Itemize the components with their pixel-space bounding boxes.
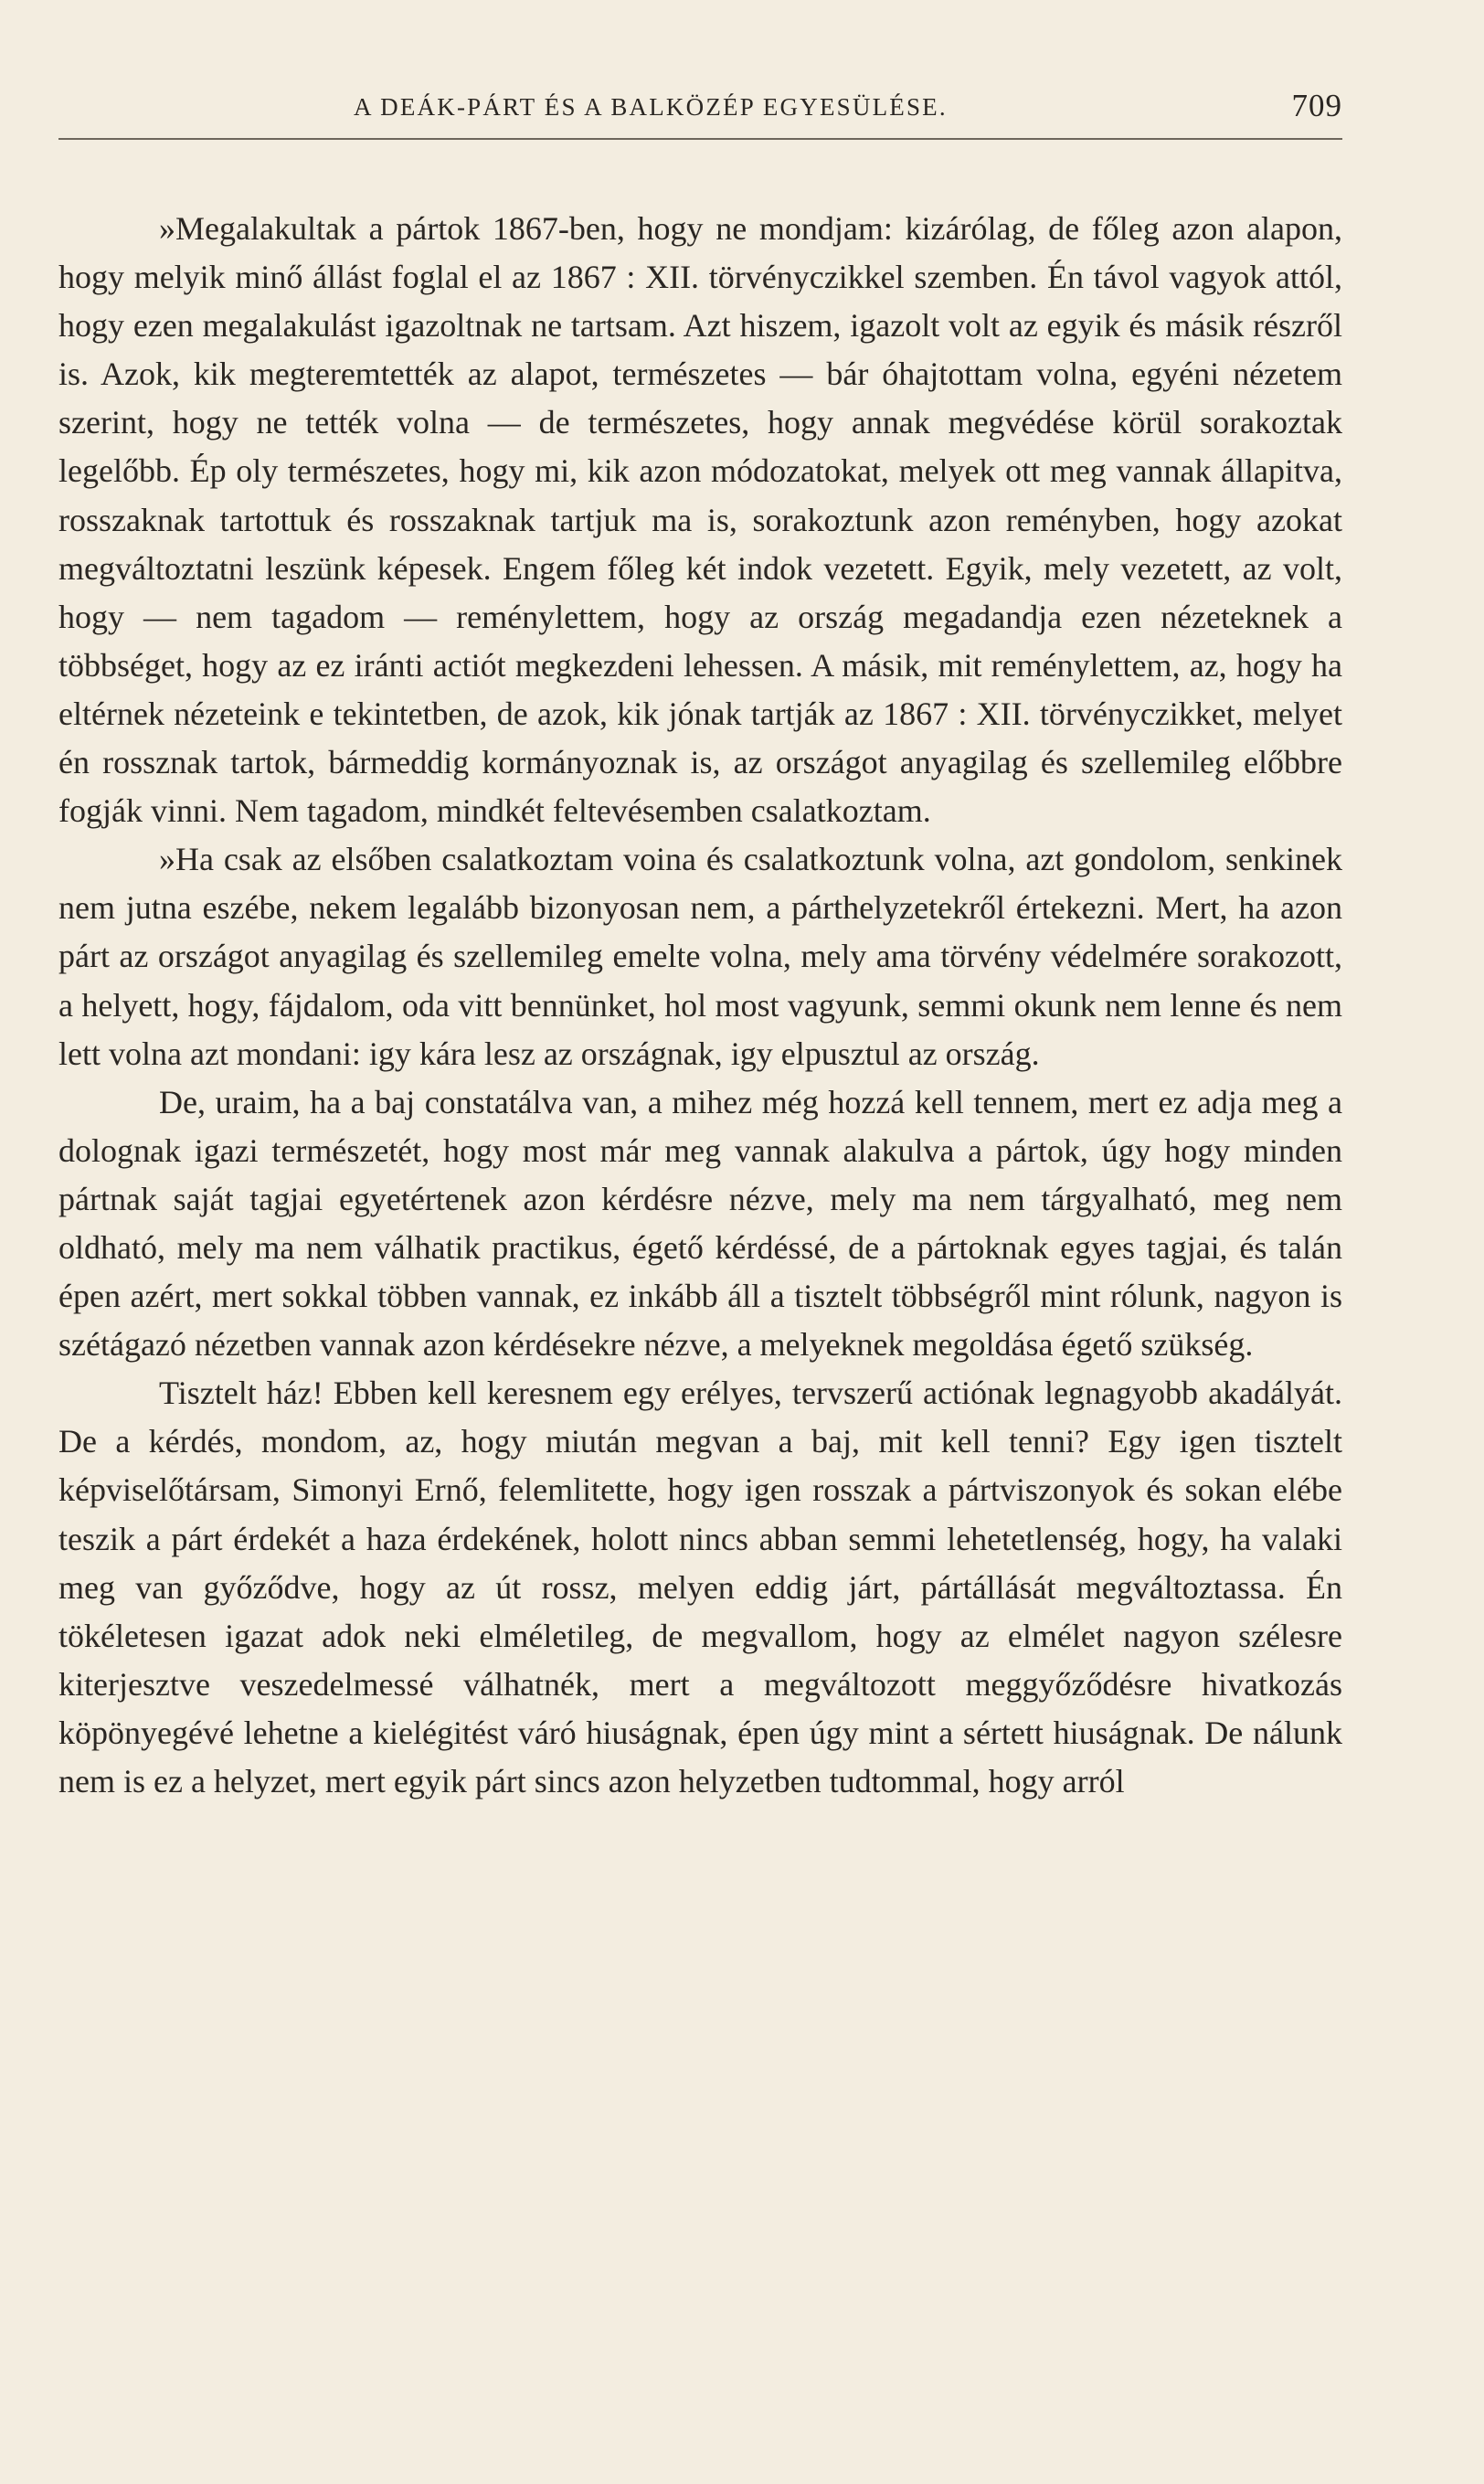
paragraph-4: Tisztelt ház! Ebben kell keresnem egy erélyes, tervszerű actiónak legnagyobb akadályát. De a kérdés, mondom, az, hogy miután megvan a baj, mit kell tenni? Egy igen tisztelt képviselőtársam, Simonyi Ernő, felemlitette, hogy igen rosszak a pártviszonyok és sokan elébe teszik a párt érdekét a haza érdekének, holott nincs abban semmi lehetetlenség, hogy, ha valaki meg van győződve, hogy az út rossz, melyen eddig járt, pártállását megváltoztassa. Én tökéletesen igazat adok neki elméletileg, de megvallom, hogy az elmélet nagyon szélesre kiterjesztve veszedelmessé válhatnék, mert a megváltozott meggyőződésre hivatkozás köpönyegévé lehetne a kielégitést váró hiuságnak, épen úgy mint a sértett hiuságnak. De nálunk nem is ez a helyzet, mert egyik párt sincs azon helyzetben tudtommal, hogy arról	[58, 1375, 1342, 1799]
paragraph-3: De, uraim, ha a baj constatálva van, a mihez még hozzá kell tennem, mert ez adja meg a dolognak igazi természetét, hogy most már meg vannak alakulva a pártok, úgy hogy minden pártnak saját tagjai egyetértenek azon kérdésre nézve, mely ma nem tárgyalható, meg nem oldható, mely ma nem válhatik practikus, égető kérdéssé, de a pártoknak egyes tagjai, és talán épen azért, mert sokkal többen vannak, ez inkább áll a tisztelt többségről mint rólunk, nagyon is szétágazó nézetben vannak azon kérdésekre nézve, a melyeknek megoldása égető szükség.	[58, 1083, 1342, 1364]
running-head	[58, 88, 1342, 132]
paragraph-2: »Ha csak az elsőben csalatkoztam voina és csalatkoztunk volna, azt gondolom, senkinek nem jutna eszébe, nekem legalább bizonyosan nem, a párthelyzetekről értekezni. Mert, ha azon párt az országot anyagilag és szellemileg emelte volna, mely ama törvény védelmére sorakozott, a helyett, hogy, fájdalom, oda vitt bennünket, hol most vagyunk, semmi okunk nem lenne és nem lett volna azt mondani: igy kára lesz az országnak, igy elpusztul az ország.	[58, 841, 1342, 1072]
page-number: 709	[1291, 88, 1342, 123]
body-text	[58, 205, 1342, 1806]
paragraph-1: »Megalakultak a pártok 1867-ben, hogy ne mondjam: kizárólag, de főleg azon alapon, hogy melyik minő állást foglal el az 1867 : XII. törvényczikkel szemben. Én távol vagyok attól, hogy ezen megalakulást igazoltnak ne tartsam. Azt hiszem, igazolt volt az egyik és másik részről is. Azok, kik megteremtették az alapot, természetes — bár óhajtottam volna, egyéni nézetem szerint, hogy ne tették volna — de természetes, hogy annak megvédése körül sorakoztak legelőbb. Ép oly természetes, hogy mi, kik azon módozatokat, melyek ott meg vannak állapitva, rosszaknak tartottuk és rosszaknak tartjuk ma is, sorakoztunk azon reményben, hogy azokat megváltoztatni leszünk képesek. Engem főleg két indok vezetett. Egyik, mely vezetett, az volt, hogy — nem tagadom — reménylettem, hogy az ország megadandja ezen nézeteknek a többséget, hogy az ez iránti actiót megkezdeni lehessen. A másik, mit reménylettem, az, hogy ha eltérnek nézeteink e tekintetben, de azok, kik jónak tartják az 1867 : XII. törvényczikket, melyet én rossznak tartok, bármeddig kormányoznak is, az országot anyagilag és szellemileg előbbre fogják vinni. Nem tagadom, mindkét feltevésemben csalatkoztam.	[58, 210, 1342, 830]
header-rule	[58, 138, 1342, 140]
running-title: A DEÁK-PÁRT ÉS A BALKÖZÉP EGYESÜLÉSE.	[354, 93, 948, 121]
